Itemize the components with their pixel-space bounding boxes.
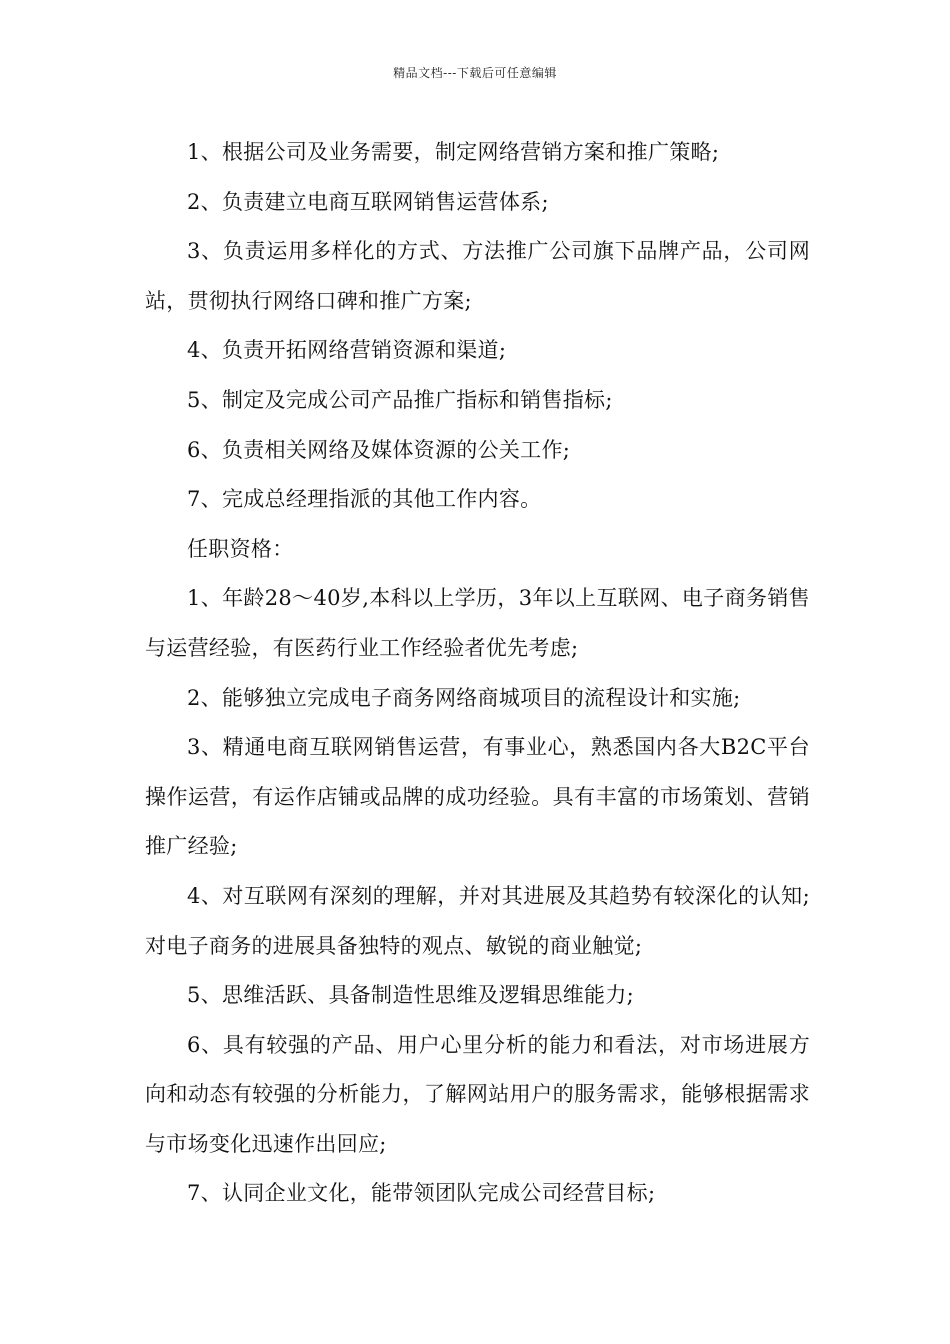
qualification-item-6: 6、具有较强的产品、用户心里分析的能力和看法，对市场进展方向和动态有较强的分析能力，了解网站用户的服务需求，能够根据需求与市场变化迅速作出回应; bbox=[145, 1032, 810, 1156]
qualification-item-2: 2、能够独立完成电子商务网络商城项目的流程设计和实施; bbox=[187, 685, 741, 710]
duty-item-6: 6、负责相关网络及媒体资源的公关工作; bbox=[187, 437, 571, 462]
duty-item-7: 7、完成总经理指派的其他工作内容。 bbox=[187, 487, 542, 512]
duty-item-3: 3、负责运用多样化的方式、方法推广公司旗下品牌产品，公司网站，贯彻执行网络口碑和推广方案; bbox=[145, 239, 810, 313]
page-header: 精品文档---下载后可任意编辑 bbox=[393, 66, 557, 80]
qualification-item-3: 3、精通电商互联网销售运营，有事业心，熟悉国内各大B2C平台操作运营，有运作店铺或品牌的成功经验。具有丰富的市场策划、营销推广经验; bbox=[145, 735, 810, 859]
document-body bbox=[145, 128, 810, 1219]
qualification-item-5: 5、思维活跃、具备制造性思维及逻辑思维能力; bbox=[187, 983, 635, 1008]
duty-item-5: 5、制定及完成公司产品推广指标和销售指标; bbox=[187, 387, 613, 412]
duty-item-4: 4、负责开拓网络营销资源和渠道; bbox=[187, 338, 507, 363]
duty-item-2: 2、负责建立电商互联网销售运营体系; bbox=[187, 189, 549, 214]
qualification-item-4: 4、对互联网有深刻的理解，并对其进展及其趋势有较深化的认知;对电子商务的进展具备独特的观点、敏锐的商业触觉; bbox=[145, 883, 810, 958]
qualification-item-7: 7、认同企业文化，能带领团队完成公司经营目标; bbox=[187, 1181, 656, 1206]
duty-item-1: 1、根据公司及业务需要，制定网络营销方案和推广策略; bbox=[187, 140, 720, 164]
qualification-item-1: 1、年龄28～40岁,本科以上学历，3年以上互联网、电子商务销售与运营经验，有医药行业工作经验者优先考虑; bbox=[145, 586, 810, 660]
qualifications-heading: 任职资格： bbox=[187, 536, 294, 561]
